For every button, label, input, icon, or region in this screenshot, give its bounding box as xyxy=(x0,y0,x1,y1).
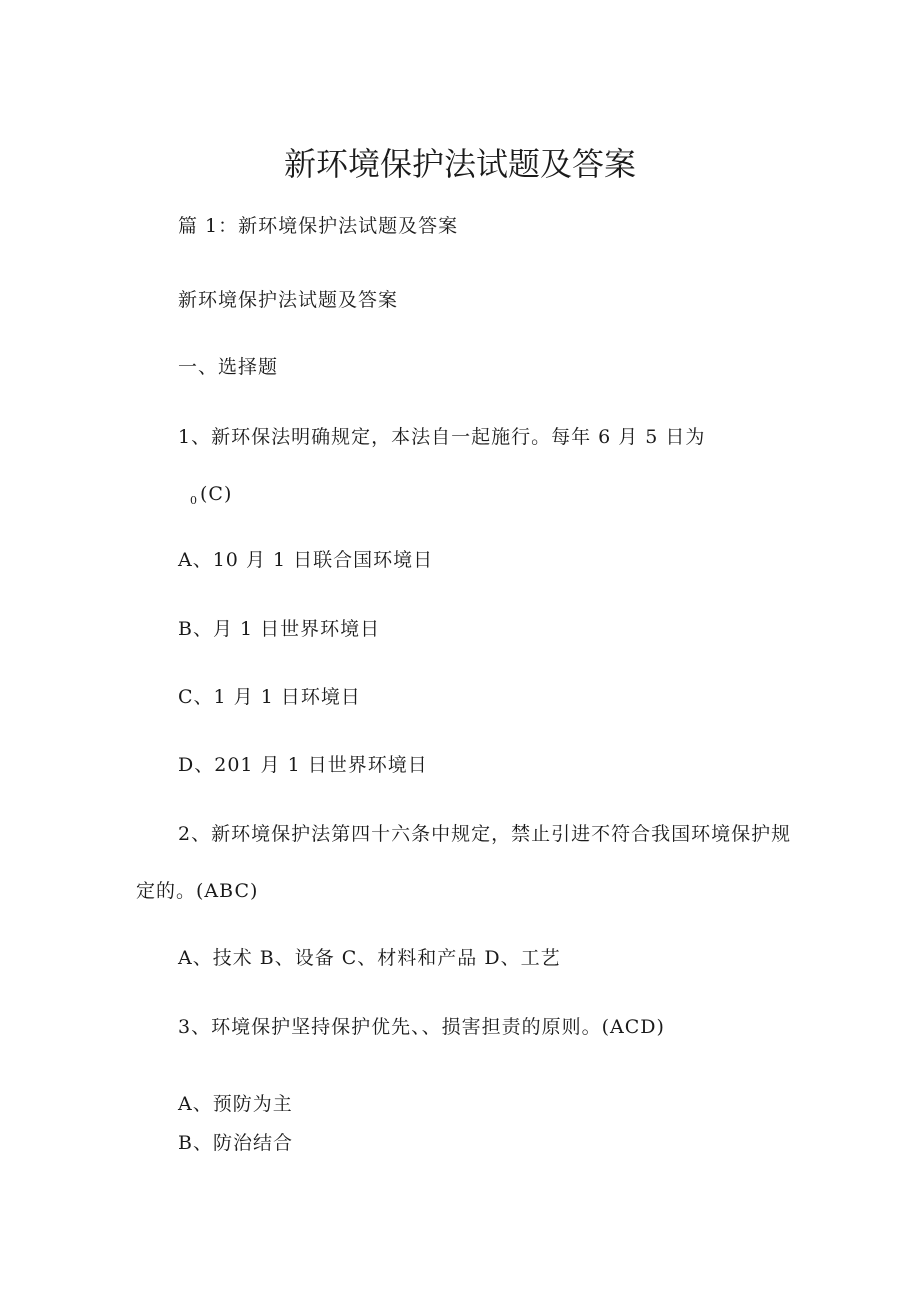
question-1-option-d: D、201 月 1 日世界环境日 xyxy=(178,754,428,776)
question-2-stem-line-2: 定的。(ABC) xyxy=(136,880,259,902)
document-title: 新环境保护法试题及答案 xyxy=(283,145,636,183)
question-1-blank-mark: 0 xyxy=(190,494,198,507)
question-1-option-a: A、10 月 1 日联合国环境日 xyxy=(178,549,434,571)
question-2-stem-line-1: 2、新环境保护法第四十六条中规定，禁止引进不符合我国环境保护规 xyxy=(178,823,792,845)
section-heading: 篇 1：新环境保护法试题及答案 xyxy=(178,215,459,237)
question-3-option-b: B、防治结合 xyxy=(178,1132,293,1154)
question-1-option-c: C、1 月 1 日环境日 xyxy=(178,686,361,708)
question-1-option-b: B、月 1 日世界环境日 xyxy=(178,618,381,640)
question-3-stem: 3、环境保护坚持保护优先、、损害担责的原则。(ACD) xyxy=(178,1016,665,1038)
question-2-options: A、技术 B、设备 C、材料和产品 D、工艺 xyxy=(178,947,561,969)
part-heading: 一、选择题 xyxy=(178,356,279,378)
question-3-option-a: A、预防为主 xyxy=(178,1093,293,1115)
subtitle: 新环境保护法试题及答案 xyxy=(178,289,399,311)
question-1-answer: (C) xyxy=(200,483,233,505)
question-1-answer-line xyxy=(190,482,232,509)
question-1-stem: 1、新环保法明确规定，本法自一起施行。每年 6 月 5 日为 xyxy=(178,426,706,448)
